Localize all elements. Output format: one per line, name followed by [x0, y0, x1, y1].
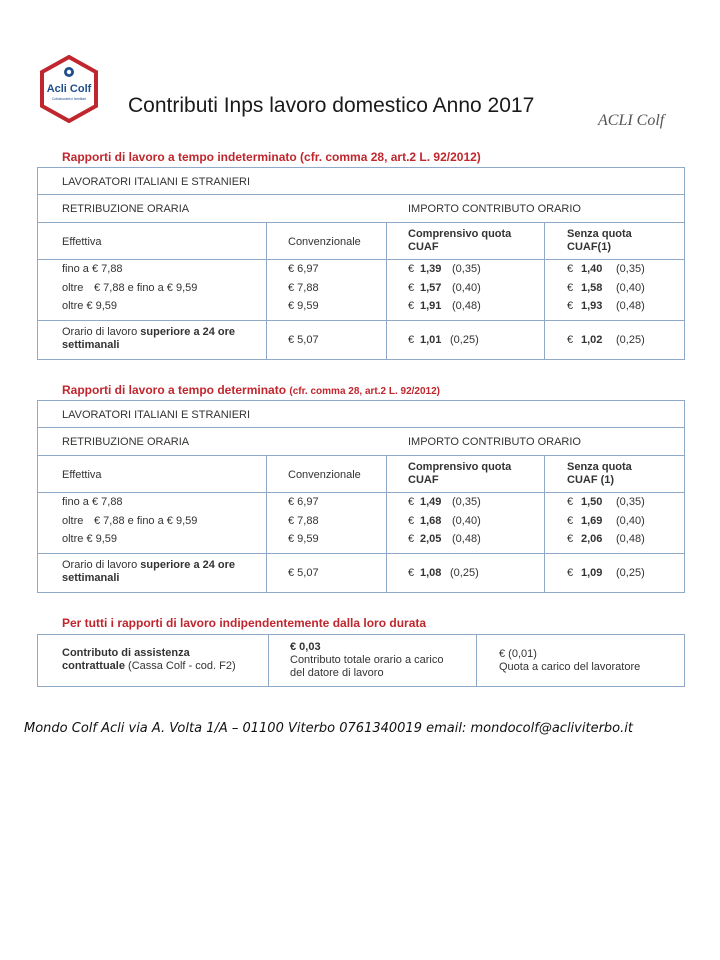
col-comprensivo: Comprensivo quota CUAF — [408, 228, 512, 253]
effettiva-value: oltre € 9,59 — [62, 300, 118, 312]
table-determinato — [37, 400, 685, 593]
orario-comprensivo: 1,01 — [420, 334, 442, 346]
table-row — [38, 428, 684, 456]
table-indeterminato — [37, 167, 685, 360]
orario-convenzionale: € 5,07 — [288, 567, 319, 579]
comprensivo-value: 1,49 — [420, 496, 442, 508]
orario-senza: 1,02 — [581, 334, 603, 346]
table-row: fino a € 7,88 € 6,97 € 1,49 (0,35) € 1,50 (0,35) oltre € 7,88 e fino a € 9,59 € 7,88 € 1,68 (0,40) € 1,69 (0,40) oltre € 9,59 € 9,59 € 2,05 (0,48) € 2,06 (0,48) — [38, 493, 684, 554]
orario-label: Orario di lavoro superiore a 24 ore settimanali — [62, 559, 236, 584]
lavoratore-quota: € (0,01) Quota a carico del lavoratore — [499, 648, 641, 673]
convenzionale-value: € 6,97 — [288, 263, 319, 275]
table-header-row — [38, 456, 684, 493]
senza-value: 2,06 — [581, 533, 603, 545]
workers-label: LAVORATORI ITALIANI E STRANIERI — [62, 409, 251, 421]
comprensivo-value: 1,91 — [420, 300, 442, 312]
convenzionale-value: € 7,88 — [288, 515, 319, 527]
importo-label: IMPORTO CONTRIBUTO ORARIO — [408, 436, 581, 448]
retribuzione-label: RETRIBUZIONE ORARIA — [62, 436, 190, 448]
col-convenzionale: Convenzionale — [288, 236, 361, 248]
orario-comprensivo: 1,08 — [420, 567, 442, 579]
table-row — [38, 195, 684, 223]
table-header-row — [38, 223, 684, 260]
convenzionale-value: € 7,88 — [288, 282, 319, 294]
convenzionale-value: € 9,59 — [288, 533, 319, 545]
convenzionale-value: € 9,59 — [288, 300, 319, 312]
brand-label: ACLI Colf — [598, 112, 665, 129]
section-title-determinato: Rapporti di lavoro a tempo determinato (cfr. comma 28, art.2 L. 92/2012) — [62, 383, 441, 397]
senza-value: 1,40 — [581, 263, 603, 275]
table-assistenza — [37, 634, 685, 687]
datore-contributo: € 0,03 Contributo totale orario a carico del datore di lavoro — [290, 641, 444, 679]
convenzionale-value: € 6,97 — [288, 496, 319, 508]
table-row — [38, 168, 684, 195]
col-senza: Senza quota CUAF(1) — [567, 228, 632, 253]
effettiva-value: oltre — [62, 515, 84, 527]
table-row — [38, 401, 684, 428]
assistenza-label: Contributo di assistenza contrattuale (Cassa Colf - cod. F2) — [62, 647, 236, 672]
table-row-orario: Orario di lavoro superiore a 24 ore settimanali € 5,07 € 1,08 (0,25) € 1,09 (0,25) — [38, 554, 684, 592]
comprensivo-value: 1,68 — [420, 515, 442, 527]
importo-label: IMPORTO CONTRIBUTO ORARIO — [408, 203, 581, 215]
table-row: fino a € 7,88 € 6,97 € 1,39 (0,35) € 1,40 (0,35) oltre € 7,88 e fino a € 9,59 € 7,88 € 1,57 (0,40) € 1,58 (0,40) oltre € 9,59 € 9,59 € 1,91 (0,48) € 1,93 (0,48) — [38, 260, 684, 321]
effettiva-value: fino a € 7,88 — [62, 263, 123, 275]
acli-colf-logo — [38, 55, 100, 123]
senza-value: 1,69 — [581, 515, 603, 527]
effettiva-value: oltre — [62, 282, 84, 294]
svg-text:Acli Colf: Acli Colf — [46, 83, 92, 95]
effettiva-value: fino a € 7,88 — [62, 496, 123, 508]
effettiva-value: oltre € 9,59 — [62, 533, 118, 545]
retribuzione-label: RETRIBUZIONE ORARIA — [62, 203, 190, 215]
col-effettiva: Effettiva — [62, 236, 102, 248]
comprensivo-value: 1,57 — [420, 282, 442, 294]
col-effettiva: Effettiva — [62, 469, 102, 481]
senza-value: 1,50 — [581, 496, 603, 508]
section-title-indeterminato: Rapporti di lavoro a tempo indeterminato (cfr. comma 28, art.2 L. 92/2012) — [62, 150, 481, 164]
col-convenzionale: Convenzionale — [288, 469, 361, 481]
section-title-tutti: Per tutti i rapporti di lavoro indipendentemente dalla loro durata — [62, 616, 427, 630]
workers-label: LAVORATORI ITALIANI E STRANIERI — [62, 176, 251, 188]
orario-senza: 1,09 — [581, 567, 603, 579]
orario-label: Orario di lavoro superiore a 24 ore settimanali — [62, 326, 236, 351]
comprensivo-value: 1,39 — [420, 263, 442, 275]
col-senza: Senza quota CUAF (1) — [567, 461, 632, 486]
svg-text:Collaboratrici familiari: Collaboratrici familiari — [51, 97, 87, 101]
table-row-orario: Orario di lavoro superiore a 24 ore settimanali € 5,07 € 1,01 (0,25) € 1,02 (0,25) — [38, 321, 684, 359]
page-title: Contributi Inps lavoro domestico Anno 2017 — [128, 94, 535, 117]
col-comprensivo: Comprensivo quota CUAF — [408, 461, 512, 486]
footer-contact: Mondo Colf Acli via A. Volta 1/A – 01100 Viterbo 0761340019 email: mondocolf@acliviterbo.it — [24, 721, 633, 736]
senza-value: 1,58 — [581, 282, 603, 294]
senza-value: 1,93 — [581, 300, 603, 312]
comprensivo-value: 2,05 — [420, 533, 442, 545]
orario-convenzionale: € 5,07 — [288, 334, 319, 346]
